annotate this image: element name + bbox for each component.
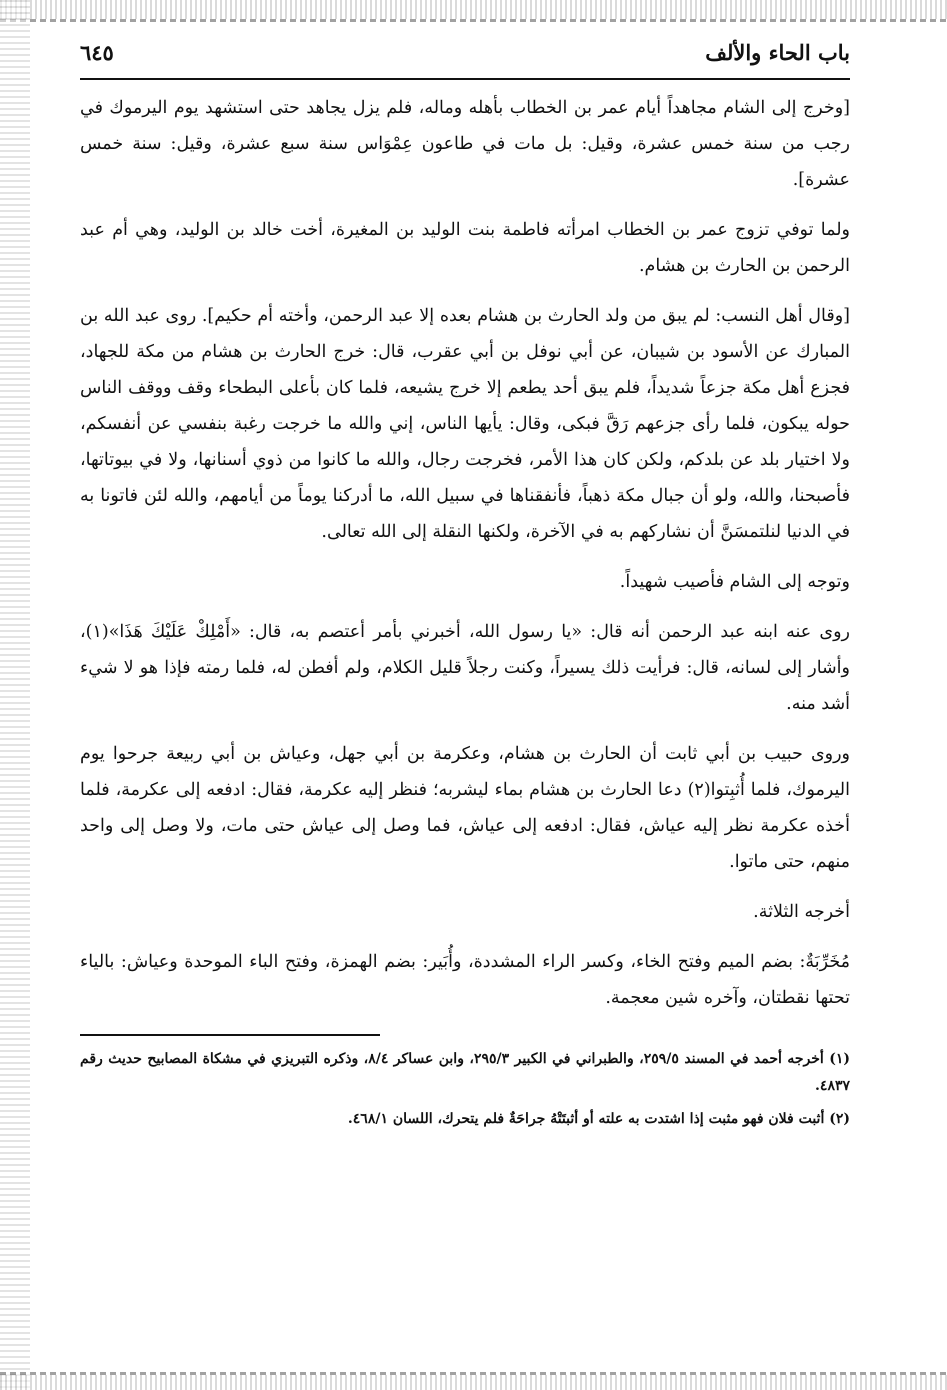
main-text xyxy=(80,90,850,1016)
bottom-decorative-border xyxy=(0,1372,947,1390)
paragraph: وروى حبيب بن أبي ثابت أن الحارث بن هشام، وعكرمة بن أبي جهل، وعياش بن أبي ربيعة جرحوا يوم اليرموك، فلما أُثبِتوا(٢) دعا الحارث بن هشام بماء ليشربه؛ فنظر إليه عكرمة، فقال: ادفعه إلى عكرمة، فلما أخذه عكرمة نظر إليه عياش، فقال: ادفعه إلى عياش، فما وصل إلى عياش حتى مات، ولا وصل إلى واحد منهم، حتى ماتوا. xyxy=(80,744,850,872)
page-number: ٦٤٥ xyxy=(80,40,114,65)
paragraph: روى عنه ابنه عبد الرحمن أنه قال: «يا رسول الله، أخبرني بأمر أعتصم به، قال: «أَمْلِكْ عَلَيْكَ هَذَا»(١)، وأشار إلى لسانه، قال: فرأيت ذلك يسيراً، وكنت رجلاً قليل الكلام، ولم أفطن له، فلما رمته فإذا هو لا شيء أشد منه. xyxy=(80,622,850,714)
paragraph: أخرجه الثلاثة. xyxy=(753,902,850,922)
footnote: (٢) أثبت فلان فهو مثبت إذا اشتدت به علته أو أثبتَتْهُ جراحَةٌ فلم يتحرك، اللسان ٤٦٨/١. xyxy=(347,1111,850,1127)
paragraph: ولما توفي تزوج عمر بن الخطاب امرأته فاطمة بنت الوليد بن المغيرة، أخت خالد بن الوليد، وهي أم عبد الرحمن بن الحارث بن هشام. xyxy=(80,220,850,276)
paragraph: مُخَرِّبَةٌ: بضم الميم وفتح الخاء، وكسر الراء المشددة، وأُبَير: بضم الهمزة، وفتح الباء الموحدة وعياش: بالياء تحتها نقطتان، وآخره شين معجمة. xyxy=(80,952,850,1008)
left-decorative-border xyxy=(0,0,30,1390)
chapter-title: باب الحاء والألف xyxy=(705,40,850,65)
footnote: (١) أخرجه أحمد في المسند ٢٥٩/٥، والطبراني في الكبير ٢٩٥/٣، وابن عساكر ٨/٤، وذكره التبريزي في مشكاة المصابيح حديث رقم ٤٨٣٧. xyxy=(80,1051,850,1094)
paragraph: [وقال أهل النسب: لم يبق من ولد الحارث بن هشام بعده إلا عبد الرحمن، وأخته أم حكيم]. روى عبد الله بن المبارك عن الأسود بن شيبان، عن أبي نوفل بن أبي عقرب، قال: خرج الحارث بن هشام من مكة للجهاد، فجزع أهل مكة جزعاً شديداً، فلم يبق أحد يطعم إلا خرج يشيعه، فلما كان بأعلى البطحاء وقف ووقف الناس حوله يبكون، فلما رأى جزعهم رَقَّ فبكى، وقال: يأيها الناس، إني والله ما خرجت رغبة بنفسي عن أنفسكم، ولا اختيار بلد عن بلدكم، ولكن كان هذا الأمر، فخرجت رجال، والله ما كانوا من ذوي أسنانها، ولا في بيوتاتها، فأصبحنا، والله، ولو أن جبال مكة ذهباً، فأنفقناها في سبيل الله، ما أدركنا يوماً من أيامهم، والله لئن فاتونا به في الدنيا لنلتمسَنَّ أن نشاركهم به في الآخرة، ولكنها النقلة إلى الله تعالى. xyxy=(80,306,850,542)
page-content xyxy=(80,40,850,1139)
top-decorative-border xyxy=(0,0,947,22)
running-header xyxy=(80,40,850,80)
footnote-separator xyxy=(80,1034,380,1036)
paragraph: [وخرج إلى الشام مجاهداً أيام عمر بن الخطاب بأهله وماله، فلم يزل يجاهد حتى استشهد يوم اليرموك في رجب من سنة خمس عشرة، وقيل: بل مات في طاعون عِمْوَاس سنة سبع عشرة، وقيل: سنة خمس عشرة]. xyxy=(80,98,850,190)
footnotes xyxy=(80,1046,850,1133)
paragraph: وتوجه إلى الشام فأصيب شهيداً. xyxy=(619,572,850,592)
